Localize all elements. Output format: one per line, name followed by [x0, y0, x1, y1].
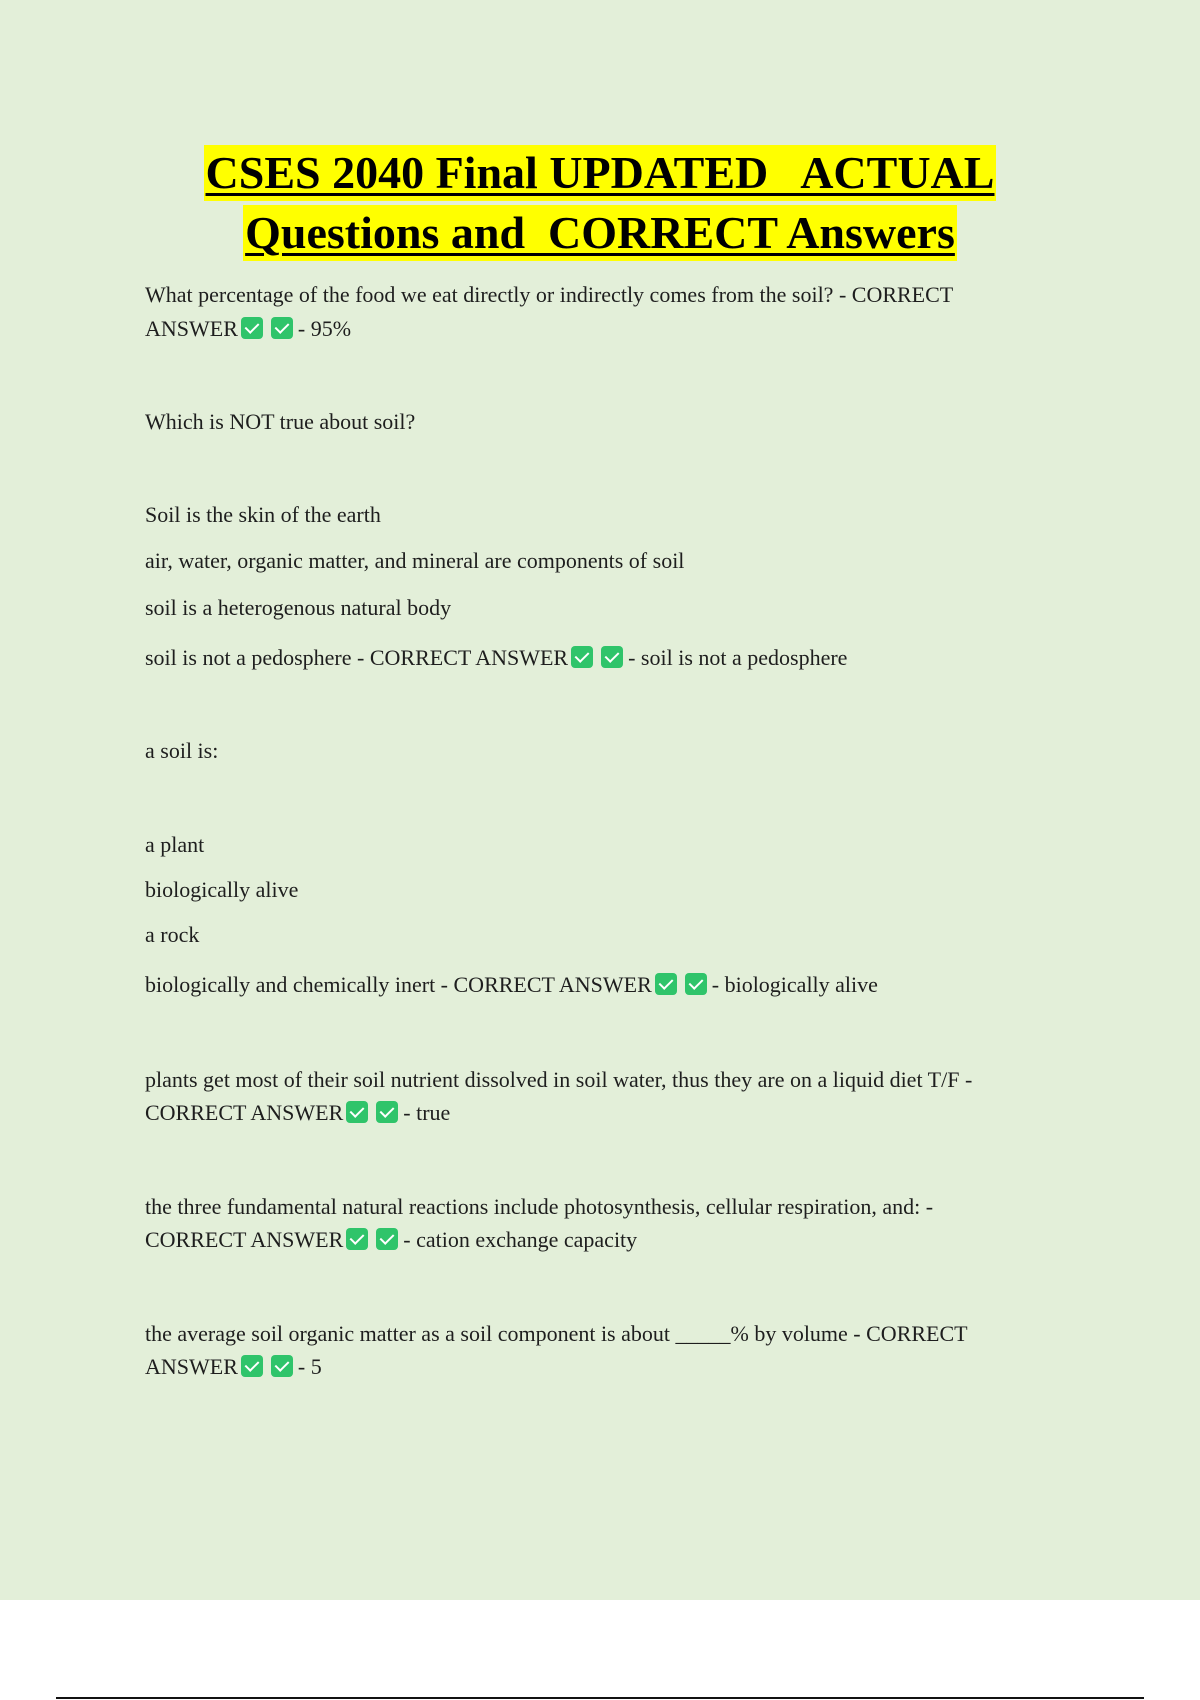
answer-value: - 95% — [297, 316, 352, 341]
question-4-text: plants get most of their soil nutrient dissolved in soil water, thus they are on a liquid diet T/F - — [145, 1067, 973, 1092]
check-box-icon — [346, 1228, 368, 1250]
answer-label: ANSWER — [145, 1354, 238, 1379]
option-text: biologically alive — [145, 877, 299, 902]
check-box-icon — [271, 1355, 293, 1377]
answer-value: - 5 — [297, 1354, 322, 1379]
check-box-icon — [571, 646, 593, 668]
answer-label: CORRECT ANSWER — [145, 1100, 344, 1125]
check-box-icon — [685, 973, 707, 995]
answer-3 — [145, 969, 878, 1001]
answer-4 — [145, 1097, 450, 1129]
question-5-text: the three fundamental natural reactions include photosynthesis, cellular respiration, and: - — [145, 1194, 934, 1219]
answer-label: biologically and chemically inert - CORRECT ANSWER — [145, 972, 652, 997]
answer-2 — [145, 642, 847, 674]
check-box-icon — [241, 317, 263, 339]
question-3-text: a soil is: — [145, 738, 219, 763]
check-box-icon — [655, 973, 677, 995]
check-box-icon — [376, 1228, 398, 1250]
check-box-icon — [241, 1355, 263, 1377]
footer-divider — [56, 1697, 1144, 1699]
answer-label: ANSWER — [145, 316, 238, 341]
check-box-icon — [346, 1101, 368, 1123]
answer-value: - biologically alive — [711, 972, 878, 997]
question-1-text: What percentage of the food we eat directly or indirectly comes from the soil? - CORRECT — [145, 282, 954, 307]
answer-label: soil is not a pedosphere - CORRECT ANSWER — [145, 645, 569, 670]
document-title — [0, 145, 1200, 265]
answer-value: - soil is not a pedosphere — [628, 645, 848, 670]
answer-1 — [145, 313, 351, 345]
check-box-icon — [271, 317, 293, 339]
answer-5 — [145, 1224, 637, 1256]
option-text: a plant — [145, 832, 205, 857]
option-text: a rock — [145, 922, 200, 947]
answer-6 — [145, 1351, 322, 1383]
title-line-2: Questions and CORRECT Answers — [243, 205, 957, 261]
answer-label: CORRECT ANSWER — [145, 1227, 344, 1252]
check-box-icon — [601, 646, 623, 668]
answer-value: - true — [403, 1100, 451, 1125]
question-6-text: the average soil organic matter as a soil component is about _____% by volume - CORRECT — [145, 1321, 968, 1346]
title-line-1: CSES 2040 Final UPDATED ACTUAL — [204, 145, 997, 201]
option-text: soil is a heterogenous natural body — [145, 595, 452, 620]
check-box-icon — [376, 1101, 398, 1123]
question-2-text: Which is NOT true about soil? — [145, 409, 416, 434]
answer-value: - cation exchange capacity — [403, 1227, 638, 1252]
option-text: air, water, organic matter, and mineral are components of soil — [145, 548, 685, 573]
option-text: Soil is the skin of the earth — [145, 502, 381, 527]
